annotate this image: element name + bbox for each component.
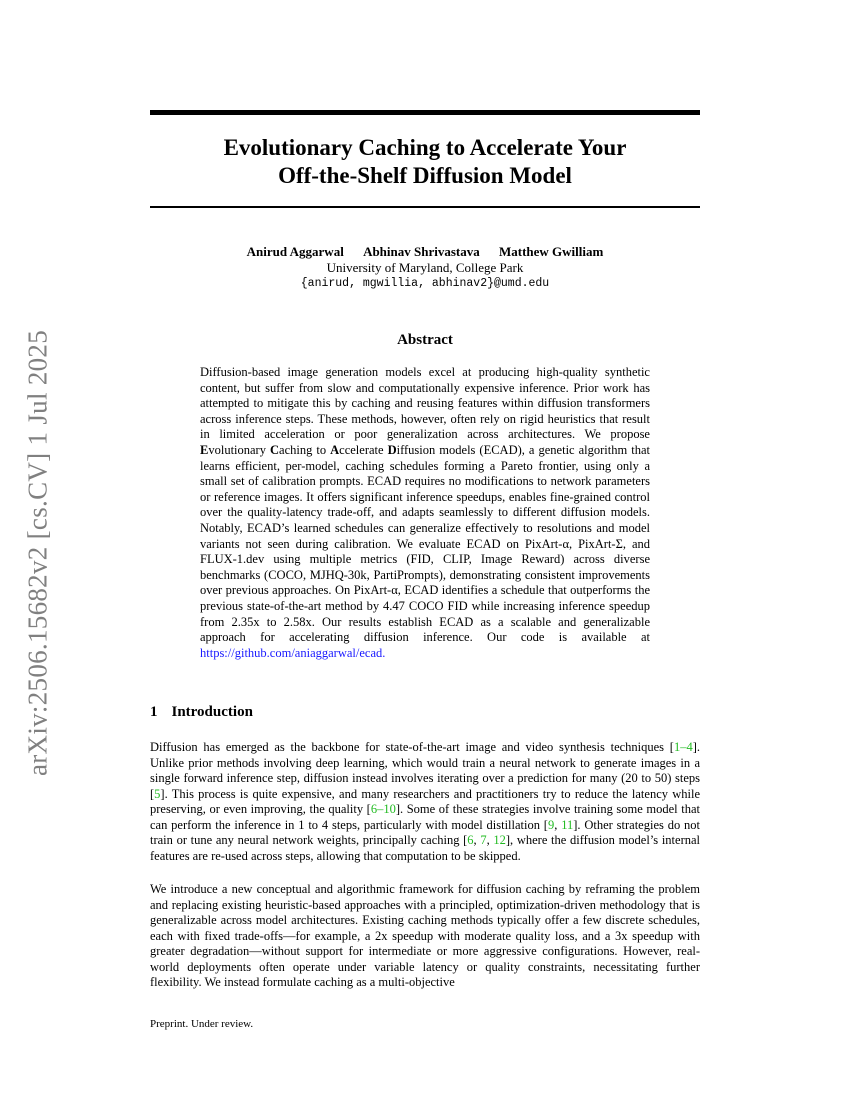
title-bottom-rule <box>150 206 700 208</box>
section-title: Introduction <box>171 704 253 720</box>
author-emails: {anirud, mgwillia, abhinav2}@umd.edu <box>300 277 550 290</box>
section-heading <box>150 702 253 722</box>
title-line-1: Evolutionary Caching to Accelerate Your <box>223 135 627 160</box>
paper-title <box>150 134 700 190</box>
author-name: Abhinav Shrivastava <box>363 244 480 259</box>
abstract-heading: Abstract <box>397 332 453 348</box>
citation-link[interactable]: 1–4 <box>673 740 693 754</box>
citation-link[interactable]: 5 <box>154 786 161 801</box>
footer-note: Preprint. Under review. <box>150 1018 254 1030</box>
citation-link[interactable]: 12 <box>493 833 506 847</box>
code-link[interactable]: https://github.com/aniaggarwal/ecad. <box>200 645 386 660</box>
citation-link[interactable]: 6 <box>467 833 474 847</box>
affiliation: University of Maryland, College Park <box>326 260 524 275</box>
title-line-2: Off-the-Shelf Diffusion Model <box>278 163 572 188</box>
arxiv-sidebar-stamp <box>18 318 58 788</box>
citation-link[interactable]: 11 <box>561 817 574 832</box>
citation-link[interactable]: 9 <box>547 817 555 832</box>
arxiv-id: arXiv:2506.15682v2 [cs.CV] 1 Jul 2025 <box>22 329 53 777</box>
abstract-text: Diffusion-based image generation models excel at producing high-quality synthetic content, but suffer from slow and computationally expensive inference. Prior work has attempted to mitigate this by caching and reusing features within diffusion transformers across inference steps. These methods, however, often rely on rigid heuristics that result in limited acceleration or poor generalization across architectures. We propose Evolutionary Caching to Accelerate Diffusion models (ECAD), a genetic algorithm that learns efficient, per-model, caching schedules forming a Pareto frontier, using only a small set of calibration prompts. ECAD requires no modifications to network parameters or reference images. It offers significant inference speedups, enables fine-grained control over the quality-latency trade-off, and adapts seamlessly to different diffusion models. Notably, ECAD’s learned schedules can generalize effectively to resolutions and model variants not seen during calibration. We evaluate ECAD on PixArt-α, PixArt-Σ, and FLUX-1.dev using multiple metrics (FID, CLIP, Image Reward) across diverse benchmarks (COCO, MJHQ-30k, PartiPrompts), demonstrating consistent improvements over previous approaches. On PixArt-α, ECAD identifies a schedule that outperforms the previous state-of-the-art method by 4.47 COCO FID while increasing inference speedup from 2.35x to 2.58x. Our results establish ECAD as a scalable and generalizable approach for accelerating diffusion inference. Our code is available at https://github.com/aniaggarwal/ecad. <box>200 365 650 660</box>
section-number: 1 <box>150 704 158 720</box>
title-top-rule <box>150 110 700 115</box>
author-name: Matthew Gwilliam <box>498 244 604 259</box>
citation-link[interactable]: 7 <box>480 833 487 847</box>
intro-paragraph-2: We introduce a new conceptual and algorithmic framework for diffusion caching by reframing the problem and replacing existing heuristic-based approaches with a principled, optimization-driven methodology that is generalizable across model architectures. Existing caching methods typically offer a few discrete schedules, each with fixed trade-offs—for example, a 2x speedup with moderate quality loss, and a 3x speedup with greater degradation—without support for intermediate or more aggressive configurations. However, real-world deployments often operate under variable latency or quality constraints, necessitating further flexibility. We instead formulate caching as a multi-objective <box>150 882 700 989</box>
author-name: Anirud Aggarwal <box>246 244 344 259</box>
citation-link[interactable]: 6–10 <box>370 802 396 816</box>
intro-paragraph-1: Diffusion has emerged as the backbone for state-of-the-art image and video synthesis techniques [1–4]. Unlike prior methods involving deep learning, which would train a neural network to generate images in a single forward inference step, diffusion instead involves iterating over a prediction for many (20 to 50) steps [5]. This process is quite expensive, and many researchers and practitioners try to reduce the latency while preserving, or even improving, the quality [6–10]. Some of these strategies involve training some model that can perform the inference in 1 to 4 steps, particularly with model distillation [9, 11]. Other strategies do not train or tune any neural network weights, principally caching [6, 7, 12], where the diffusion model’s internal features are re-used across steps, allowing that computation to be skipped. <box>150 740 701 863</box>
author-list <box>150 244 700 260</box>
